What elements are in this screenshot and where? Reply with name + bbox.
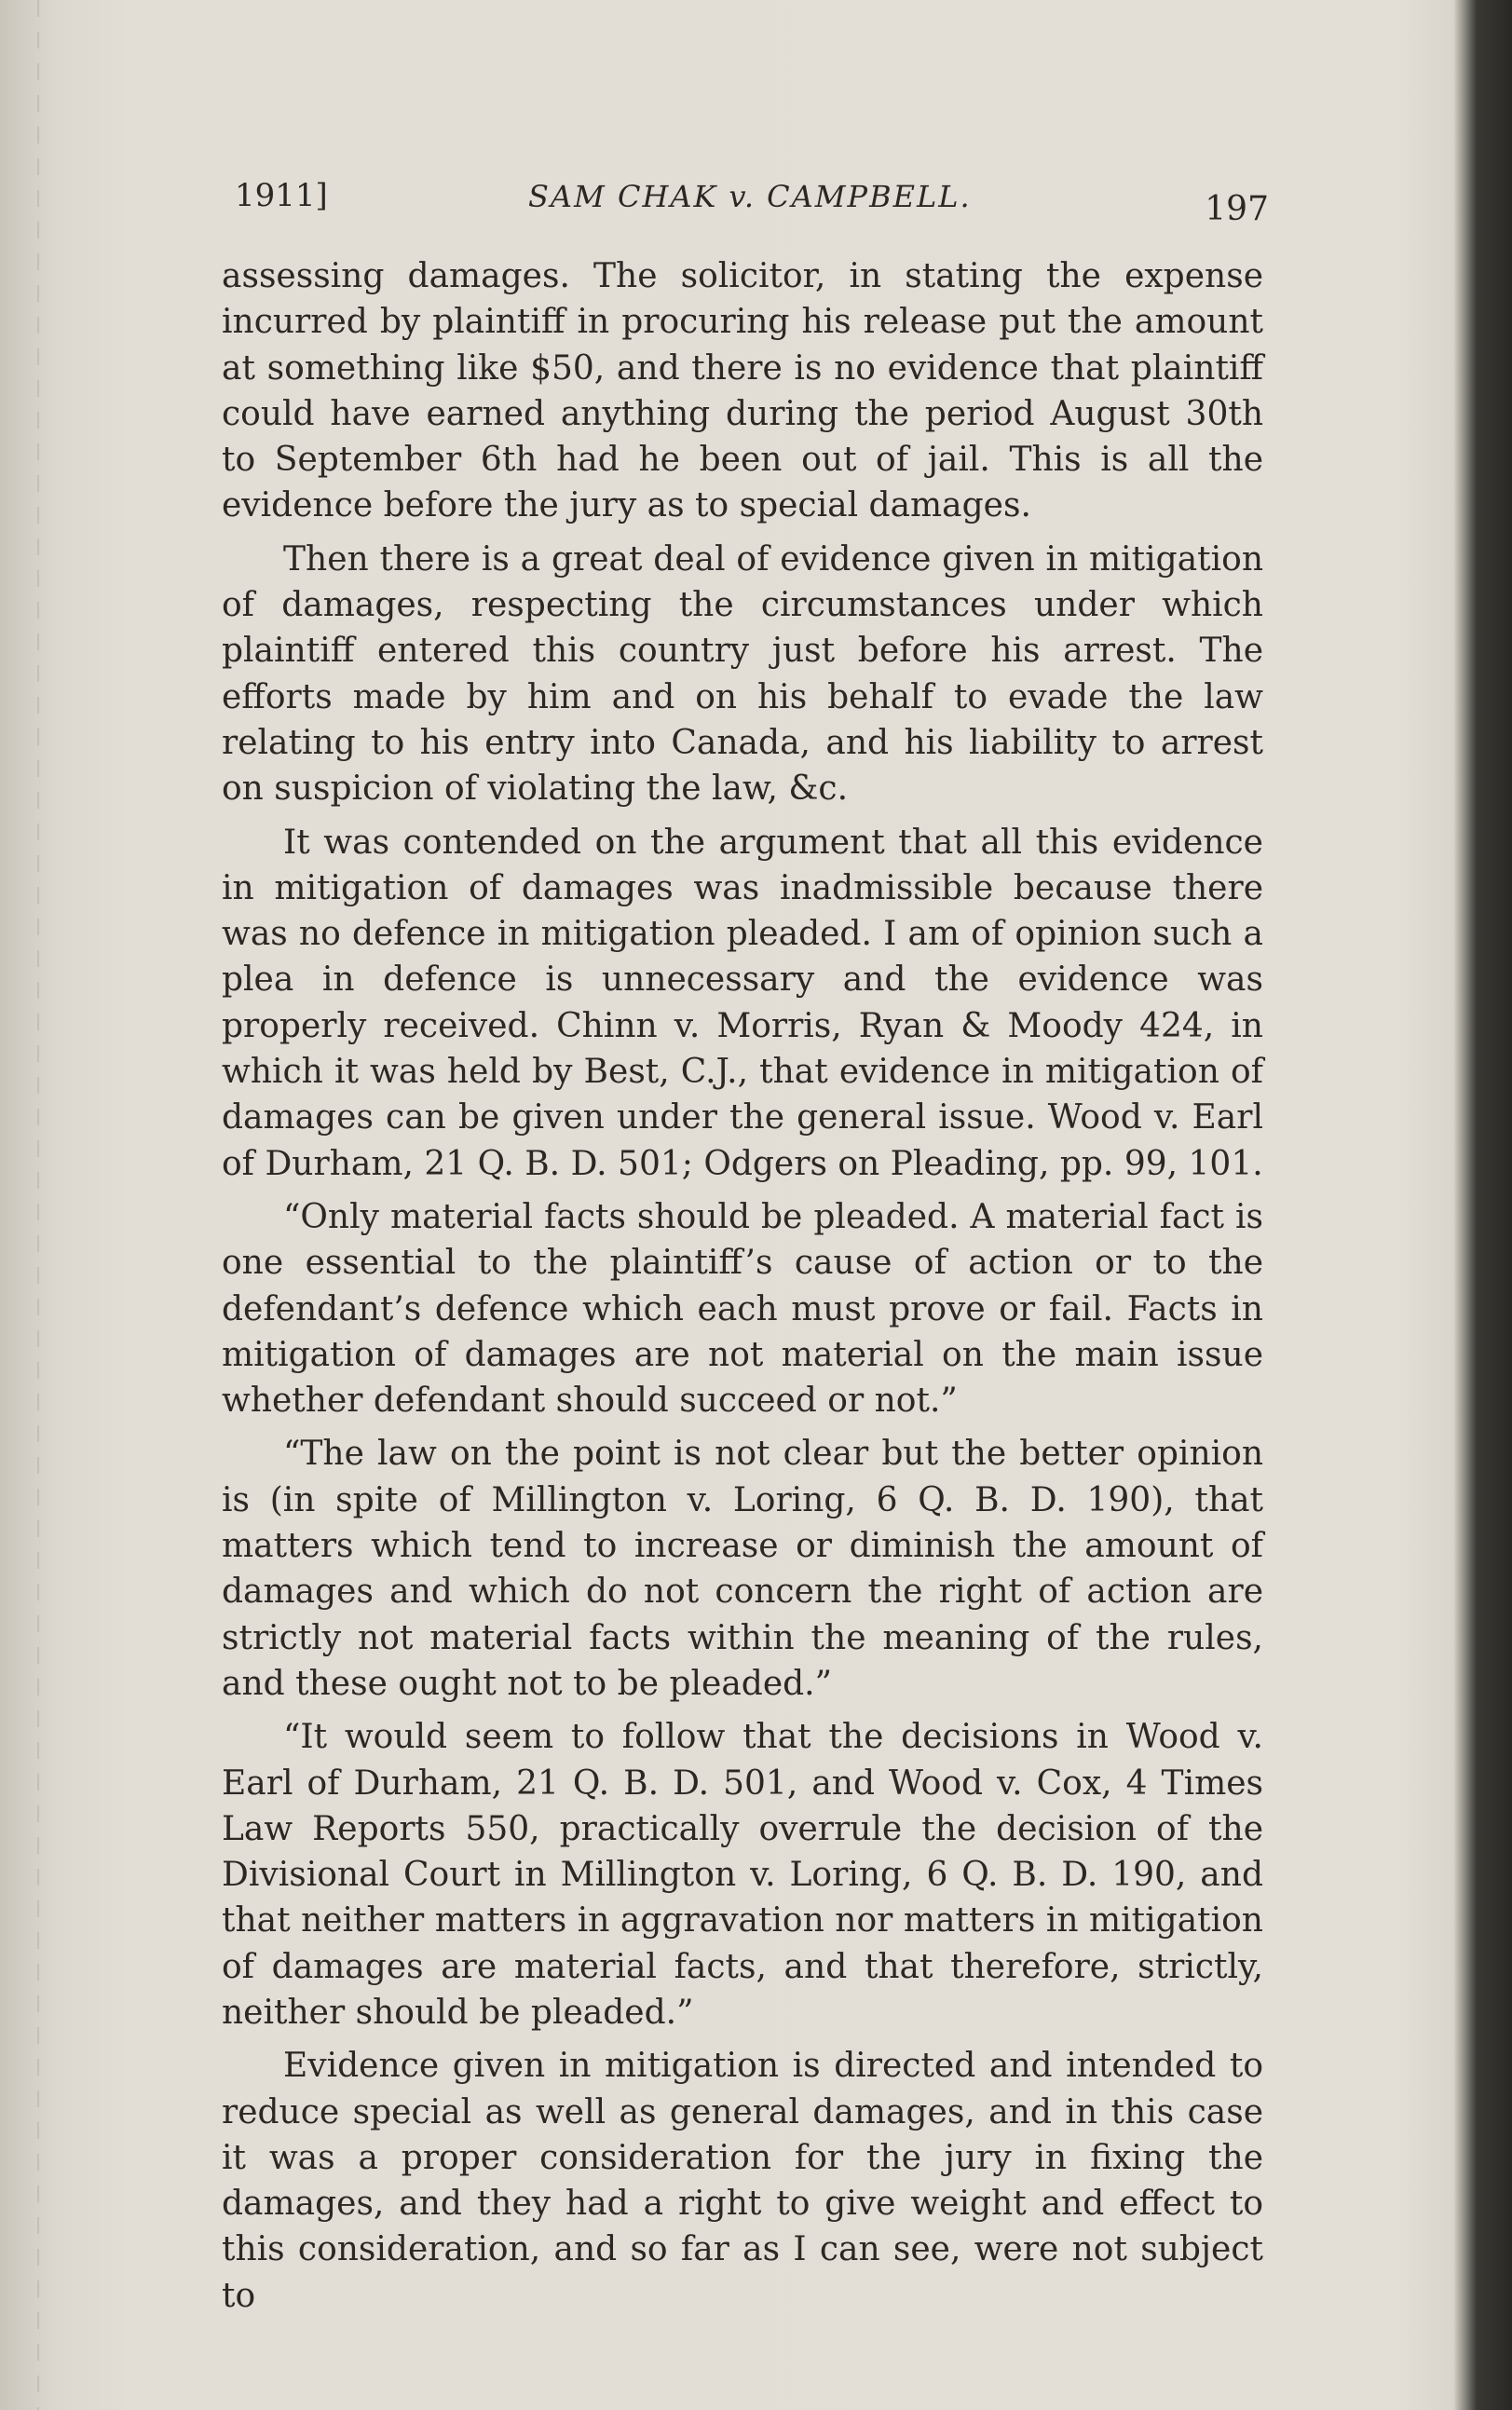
paragraph-2: Then there is a great deal of evidence given in mitigation of damages, respecting the circumstances under which plaintiff entered this country just before his arrest. The efforts made by him and on his behalf to evade the law relating to his entry into Canada, and his liability to arrest on suspicion of violating the law, &c. bbox=[222, 539, 1263, 809]
header-year: 1911] bbox=[235, 177, 328, 214]
binding-gutter bbox=[37, 0, 39, 2410]
page-number: 197 bbox=[1205, 190, 1269, 228]
quote-paragraph-1: “Only material facts should be pleaded. A material fact is one essential to the plaintiff’s cause of action or to the defendant’s defence which each must prove or fail. Facts in mitigation of damages are not material on the main issue whether defendant should succeed or not.” bbox=[222, 1197, 1263, 1421]
quote-paragraph-2: “The law on the point is not clear but the better opinion is (in spite of Millington v. Loring, 6 Q. B. D. 190), that matters which tend to increase or diminish the amount of damages and which do not concern the right of action are strictly not material facts within the meaning of the rules, and these ought not to be pleaded.” bbox=[222, 1435, 1263, 1703]
page-body bbox=[222, 253, 1263, 2326]
running-header bbox=[235, 177, 1269, 228]
header-case-title: SAM CHAK v. CAMPBELL. bbox=[528, 179, 972, 214]
paragraph-final: Evidence given in mitigation is directed and intended to reduce special as well as general damages, and in this case it was a proper consideration for the jury in fixing the damages, and they had a right to give weight and effect to this consideration, and so far as I can see, were not subject to bbox=[222, 2047, 1263, 2315]
quote-paragraph-3: “It would seem to follow that the decisions in Wood v. Earl of Durham, 21 Q. B. D. 501, and Wood v. Cox, 4 Times Law Reports 550, practically overrule the decision of the Divisional Court in Millington v. Loring, 6 Q. B. D. 190, and that neither matters in aggravation nor matters in mitigation of damages are material facts, and that therefore, strictly, neither should be pleaded.” bbox=[222, 1718, 1263, 2032]
paragraph-3: It was contended on the argument that all this evidence in mitigation of damages was inadmissible because there was no defence in mitigation pleaded. I am of opinion such a plea in defence is unnecessary and the evidence was properly received. Chinn v. Morris, Ryan & Moody 424, in which it was held by Best, C.J., that evidence in mitigation of damages can be given under the general issue. Wood v. Earl of Durham, 21 Q. B. D. 501; Odgers on Pleading, pp. 99, 101. bbox=[222, 823, 1263, 1183]
paragraph-1: assessing damages. The solicitor, in stating the expense incurred by plaintiff in procuring his release put the amount at something like $50, and there is no evidence that plaintiff could have earned anything during the period August 30th to September 6th had he been out of jail. This is all the evidence before the jury as to special damages. bbox=[222, 257, 1263, 525]
